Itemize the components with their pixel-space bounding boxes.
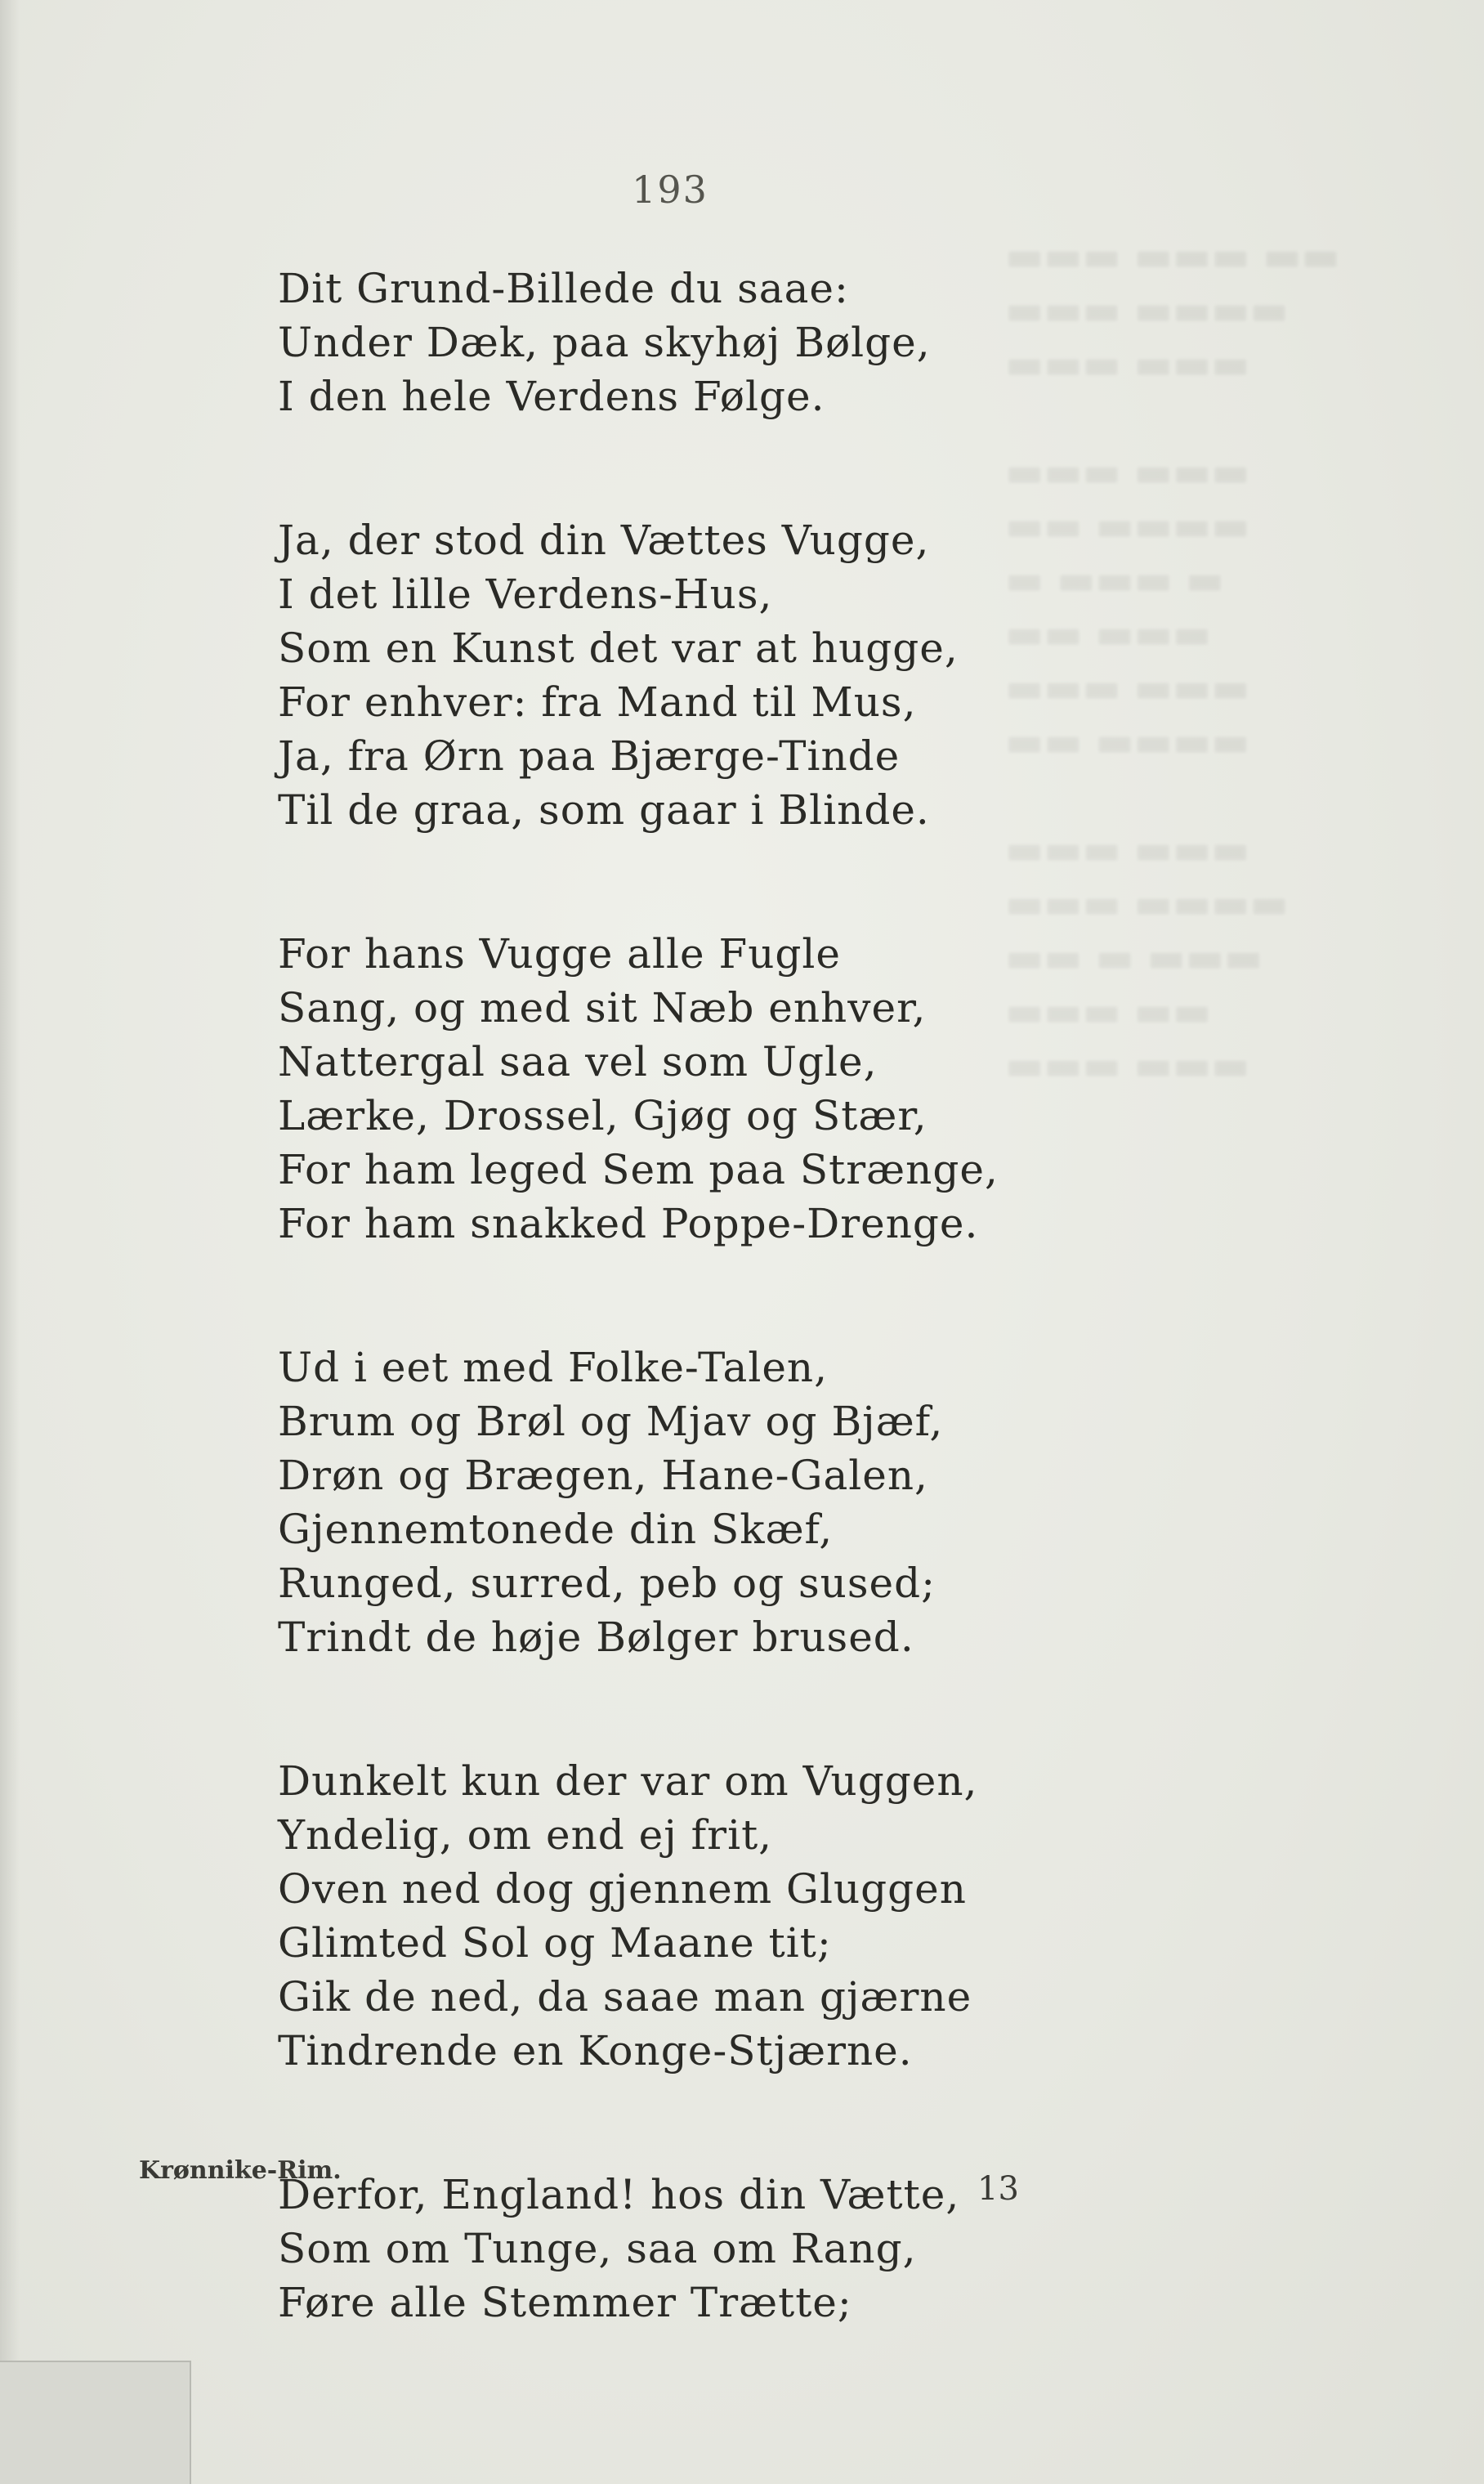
poem-line: Gik de ned, da saae man gjærne [278, 1973, 972, 2021]
poem-line: Trindt de høje Bølger brused. [278, 1613, 914, 1661]
poem-line: Som om Tunge, saa om Rang, [278, 2225, 917, 2272]
poem-line: Ja, fra Ørn paa Bjærge-Tinde [278, 732, 901, 780]
poem-line: Brum og Brøl og Mjav og Bjæf, [278, 1398, 944, 1445]
poem-line: Ja, der stod din Vættes Vugge, [278, 517, 930, 564]
poem-line: Tindrende en Konge-Stjærne. [278, 2027, 913, 2074]
stanza [278, 262, 1258, 423]
stanza [278, 927, 1258, 1251]
poem-line: For enhver: fra Mand til Mus, [278, 678, 917, 726]
poem-line: For ham leged Sem paa Strænge, [278, 1146, 999, 1193]
poem-line: Drøn og Brægen, Hane-Galen, [278, 1452, 928, 1499]
poem-line: I det lille Verdens-Hus, [278, 571, 773, 618]
poem-line: Sang, og med sit Næb enhver, [278, 984, 927, 1032]
page-number: 193 [632, 168, 708, 212]
poem-line: Runged, surred, peb og sused; [278, 1560, 936, 1607]
page-gutter-shadow [0, 0, 20, 2484]
poem-line: For hans Vugge alle Fugle [278, 930, 841, 978]
poem-line: Yndelig, om end ej frit, [278, 1811, 773, 1859]
stanza [278, 1754, 1258, 2078]
poem-line: Ud i eet med Folke-Talen, [278, 1344, 828, 1391]
sheet-number: 13 [977, 2170, 1019, 2208]
poem-line: Glimted Sol og Maane tit; [278, 1919, 832, 1967]
poem-line: For ham snakked Poppe-Drenge. [278, 1200, 979, 1247]
poem-line: Oven ned dog gjennem Gluggen [278, 1865, 967, 1913]
scan-corner-patch [0, 2361, 191, 2484]
show-through-texture: ▬▬▬ ▬▬▬ ▬▬ ▬▬▬ ▬▬▬▬ ▬▬▬ ▬▬▬ ▬▬▬ ▬▬▬ ▬▬ ▬▬▬▬ ▬ ▬▬▬ ▬ ▬▬ ▬▬▬ ▬▬▬ ▬▬▬ ▬▬ ▬▬▬▬ ▬▬▬ ▬▬▬ ▬▬▬ ▬▬▬▬ ▬▬ ▬ ▬▬▬ ▬▬▬ ▬▬ ▬▬▬ ▬▬▬ [1005, 232, 1340, 1089]
poem-line: Nattergal saa vel som Ugle, [278, 1038, 878, 1085]
poem-line: Under Dæk, paa skyhøj Bølge, [278, 319, 931, 366]
signature-mark: Krønnike-Rim. [139, 2156, 342, 2185]
poem-line: Til de graa, som gaar i Blinde. [278, 786, 930, 834]
stanza [278, 513, 1258, 837]
poem-line: Dit Grund-Billede du saae: [278, 265, 849, 312]
poem-line: I den hele Verdens Følge. [278, 373, 825, 420]
poem-line: Lærke, Drossel, Gjøg og Stær, [278, 1092, 928, 1139]
poem-line: Føre alle Stemmer Trætte; [278, 2279, 852, 2326]
poem-line: Som en Kunst det var at hugge, [278, 624, 959, 672]
stanza [278, 1340, 1258, 1664]
poem-body [278, 262, 1258, 2419]
poem-line: Gjennemtonede din Skæf, [278, 1506, 834, 1553]
poem-line: Dunkelt kun der var om Vuggen, [278, 1757, 978, 1805]
poem-line: Derfor, England! hos din Vætte, [278, 2171, 960, 2218]
stanza [278, 2168, 1258, 2330]
